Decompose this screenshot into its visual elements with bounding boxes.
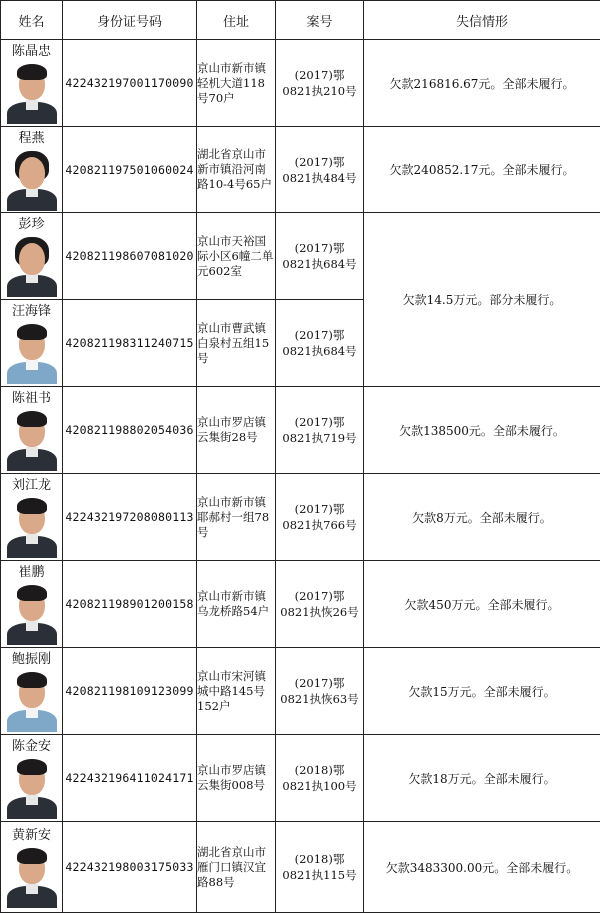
table-row bbox=[1, 474, 600, 561]
case-code: 0821执719号 bbox=[282, 431, 357, 445]
address: 京山市罗店镇云集街008号 bbox=[197, 735, 276, 822]
case-year: (2018)鄂 bbox=[294, 852, 345, 866]
person-name: 彭珍 bbox=[18, 217, 45, 232]
case-code: 0821执210号 bbox=[282, 84, 357, 98]
case-year: (2017)鄂 bbox=[294, 154, 345, 169]
name-cell bbox=[1, 127, 63, 213]
name-cell bbox=[1, 474, 63, 561]
portrait-photo bbox=[5, 496, 59, 558]
id-number: 420821197501060024 bbox=[63, 127, 197, 213]
id-number: 422432197208080113 bbox=[63, 474, 197, 561]
default-status: 欠款14.5万元。部分未履行。 bbox=[364, 213, 600, 387]
default-status: 欠款18万元。全部未履行。 bbox=[364, 735, 600, 822]
id-number: 422432197001170090 bbox=[63, 40, 197, 127]
id-number: 420821198802054036 bbox=[63, 387, 197, 474]
address: 京山市罗店镇云集街28号 bbox=[197, 387, 276, 474]
person-name: 崔鹏 bbox=[18, 565, 45, 580]
address: 京山市新市镇耶郝村一组78号 bbox=[197, 474, 276, 561]
case-code: 0821执684号 bbox=[282, 257, 357, 271]
portrait-photo bbox=[5, 846, 59, 908]
person-name: 黄新安 bbox=[11, 828, 51, 843]
case-year: (2017)鄂 bbox=[294, 502, 345, 516]
case-number bbox=[276, 387, 364, 474]
name-cell bbox=[1, 822, 63, 913]
case-year: (2017)鄂 bbox=[294, 328, 345, 342]
case-code: 0821执115号 bbox=[282, 868, 357, 882]
portrait-photo bbox=[5, 235, 59, 297]
header-status: 失信情形 bbox=[364, 1, 600, 40]
case-code: 0821执100号 bbox=[282, 779, 357, 793]
id-number: 422432198003175033 bbox=[63, 822, 197, 913]
case-number bbox=[276, 474, 364, 561]
portrait-photo bbox=[5, 62, 59, 124]
id-number: 420821198311240715 bbox=[63, 300, 197, 387]
person-name: 汪海锋 bbox=[11, 304, 51, 319]
case-number bbox=[276, 648, 364, 735]
case-year: (2017)鄂 bbox=[294, 415, 345, 429]
id-number: 420821198901200158 bbox=[63, 561, 197, 648]
case-code: 0821执恢63号 bbox=[280, 692, 359, 706]
case-number bbox=[276, 300, 364, 387]
header-name: 姓名 bbox=[1, 1, 63, 40]
table-row bbox=[1, 822, 600, 913]
portrait-photo bbox=[5, 583, 59, 645]
table-row bbox=[1, 387, 600, 474]
address: 湖北省京山市新市镇沿河南路10-4号65户 bbox=[197, 127, 276, 213]
name-cell bbox=[1, 40, 63, 127]
case-number bbox=[276, 822, 364, 913]
table-row bbox=[1, 213, 600, 300]
portrait-photo bbox=[5, 322, 59, 384]
header-id: 身份证号码 bbox=[63, 1, 197, 40]
default-status: 欠款138500元。全部未履行。 bbox=[364, 387, 600, 474]
name-cell bbox=[1, 387, 63, 474]
address: 京山市宋河镇城中路145号152户 bbox=[197, 648, 276, 735]
id-number: 420821198109123099 bbox=[63, 648, 197, 735]
default-status: 欠款3483300.00元。全部未履行。 bbox=[364, 822, 600, 913]
default-status: 欠款240852.17元。全部未履行。 bbox=[364, 127, 600, 213]
address: 京山市曹武镇白泉村五组15号 bbox=[197, 300, 276, 387]
case-code: 0821执484号 bbox=[282, 170, 357, 185]
case-year: (2018)鄂 bbox=[294, 763, 345, 777]
name-cell bbox=[1, 300, 63, 387]
portrait-photo bbox=[5, 409, 59, 471]
person-name: 陈祖书 bbox=[11, 391, 51, 406]
address: 京山市新市镇轻机大道118号70户 bbox=[197, 40, 276, 127]
default-status: 欠款15万元。全部未履行。 bbox=[364, 648, 600, 735]
header-case: 案号 bbox=[276, 1, 364, 40]
portrait-photo bbox=[5, 757, 59, 819]
case-number bbox=[276, 735, 364, 822]
table-row bbox=[1, 561, 600, 648]
header-row bbox=[1, 1, 600, 40]
table-row bbox=[1, 735, 600, 822]
case-year: (2017)鄂 bbox=[294, 589, 345, 603]
case-code: 0821执684号 bbox=[282, 344, 357, 358]
person-name: 陈金安 bbox=[11, 739, 51, 754]
id-number: 420821198607081020 bbox=[63, 213, 197, 300]
portrait-photo bbox=[5, 670, 59, 732]
name-cell bbox=[1, 735, 63, 822]
case-code: 0821执766号 bbox=[282, 518, 357, 532]
default-status: 欠款8万元。全部未履行。 bbox=[364, 474, 600, 561]
header-address: 住址 bbox=[197, 1, 276, 40]
table-row bbox=[1, 40, 600, 127]
case-number bbox=[276, 40, 364, 127]
id-number: 422432196411024171 bbox=[63, 735, 197, 822]
default-status: 欠款450万元。全部未履行。 bbox=[364, 561, 600, 648]
case-number bbox=[276, 561, 364, 648]
case-year: (2017)鄂 bbox=[294, 241, 345, 255]
person-name: 程燕 bbox=[18, 130, 45, 146]
table-row bbox=[1, 648, 600, 735]
case-code: 0821执恢26号 bbox=[280, 605, 359, 619]
person-name: 陈晶忠 bbox=[11, 44, 51, 59]
address: 京山市天裕国际小区6幢二单元602室 bbox=[197, 213, 276, 300]
address: 湖北省京山市雁门口镇汉宜路88号 bbox=[197, 822, 276, 913]
portrait-photo bbox=[5, 149, 59, 211]
person-name: 刘江龙 bbox=[11, 478, 51, 493]
case-year: (2017)鄂 bbox=[294, 676, 345, 690]
table-row bbox=[1, 127, 600, 213]
default-status: 欠款216816.67元。全部未履行。 bbox=[364, 40, 600, 127]
person-name: 鲍振刚 bbox=[11, 652, 51, 667]
name-cell bbox=[1, 648, 63, 735]
name-cell bbox=[1, 561, 63, 648]
case-year: (2017)鄂 bbox=[294, 68, 345, 82]
case-number bbox=[276, 213, 364, 300]
name-cell bbox=[1, 213, 63, 300]
case-number bbox=[276, 127, 364, 213]
address: 京山市新市镇乌龙桥路54户 bbox=[197, 561, 276, 648]
